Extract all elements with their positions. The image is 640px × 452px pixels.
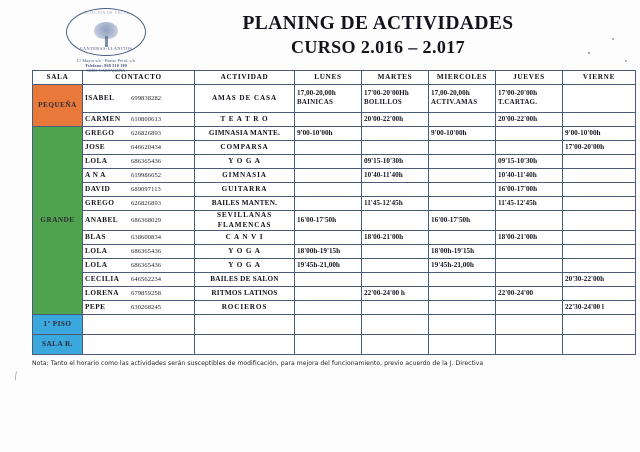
table-row [33, 141, 636, 155]
planning-table [32, 70, 636, 355]
scan-speck [588, 52, 590, 54]
contact-name: BLAS [85, 232, 106, 242]
table-row [33, 335, 636, 355]
schedule-note: T.CARTAG. [498, 98, 538, 106]
schedule-time: 17,00-20,00h [431, 89, 470, 98]
col-header-contacto: CONTACTO [83, 71, 195, 85]
contact-name: PEPE [85, 302, 106, 312]
schedule-cell-martes [362, 315, 429, 335]
room-cell-sala-r-: SALA R. [33, 335, 83, 355]
schedule-cell-miercoles [429, 197, 496, 211]
contact-cell [83, 335, 195, 355]
activity-line: FLAMENCAS [217, 220, 272, 229]
schedule-cell-jueves [496, 155, 563, 169]
schedule-cell-miercoles [429, 335, 496, 355]
activity-cell [195, 315, 295, 335]
schedule-cell-miercoles [429, 169, 496, 183]
schedule-cell-lunes [295, 259, 362, 273]
schedule-time: 20'00-22'00h [498, 114, 538, 123]
schedule-cell-miercoles [429, 301, 496, 315]
schedule-cell-miercoles [429, 155, 496, 169]
schedule-cell-miercoles [429, 287, 496, 301]
col-header-lunes: LUNES [295, 71, 362, 85]
schedule-cell-lunes [295, 315, 362, 335]
schedule-cell-jueves [496, 183, 563, 197]
schedule-cell-miercoles [429, 211, 496, 231]
schedule-time: 11'45-12'45h [364, 198, 403, 207]
contact-name: JOSE [85, 142, 106, 152]
contact-cell [83, 245, 195, 259]
table-row [33, 183, 636, 197]
schedule-time: 18'00-21'00h [498, 232, 538, 241]
schedule-cell-viernes [563, 259, 636, 273]
logo-address-line: C/ Mayor s/n - Barrio Peral, s/n [76, 58, 136, 63]
schedule-time: 20'30-22'00h [565, 274, 605, 283]
activity-cell: GIMNASIA MANTE. [195, 127, 295, 141]
schedule-cell-viernes [563, 183, 636, 197]
schedule-time: 9'00-10'00h [297, 128, 333, 137]
page-title: PLANING DE ACTIVIDADES [242, 13, 514, 34]
contact-phone: 646620434 [131, 144, 162, 152]
schedule-cell-viernes [563, 127, 636, 141]
table-row [33, 197, 636, 211]
schedule-time: 22'00-24'00 [498, 288, 534, 297]
schedule-cell-viernes [563, 211, 636, 231]
room-cell-1-piso: 1º PISO [33, 315, 83, 335]
activity-cell: BAILES MANTEN. [195, 197, 295, 211]
schedule-cell-martes [362, 155, 429, 169]
scan-speck [625, 60, 627, 62]
schedule-cell-martes [362, 301, 429, 315]
document-header [0, 0, 640, 74]
logo-phone-line: Telefono: 968 510 180 [85, 63, 127, 69]
schedule-cell-martes [362, 85, 429, 113]
schedule-cell-lunes [295, 301, 362, 315]
contact-phone: 610800613 [131, 116, 162, 124]
contact-cell [83, 169, 195, 183]
contact-phone: 686365436 [131, 158, 162, 166]
schedule-time: 16'00-17'00h [498, 184, 538, 193]
schedule-cell-martes [362, 141, 429, 155]
schedule-cell-martes [362, 113, 429, 127]
contact-name: ISABEL [85, 93, 115, 103]
schedule-cell-miercoles [429, 231, 496, 245]
schedule-cell-miercoles [429, 127, 496, 141]
schedule-cell-viernes [563, 287, 636, 301]
schedule-cell-lunes [295, 113, 362, 127]
room-cell-peque-a: PEQUEÑA [33, 85, 83, 127]
schedule-time: 20'00-22'00h [364, 114, 404, 123]
contact-phone: 699838282 [131, 95, 162, 103]
col-header-sala: SALA [33, 71, 83, 85]
table-row [33, 85, 636, 113]
contact-cell [83, 155, 195, 169]
contact-name: A N A [85, 170, 106, 180]
schedule-time: 09'15-10'30h [364, 156, 404, 165]
contact-name: CARMEN [85, 114, 121, 124]
contact-cell [83, 141, 195, 155]
contact-name: GREGO [85, 128, 115, 138]
table-row [33, 231, 636, 245]
activity-line: SEVILLANAS [217, 211, 272, 220]
table-row [33, 113, 636, 127]
schedule-time: 18'00h-19'15h [297, 246, 341, 255]
schedule-cell-martes [362, 287, 429, 301]
table-row [33, 315, 636, 335]
contact-phone: 689097113 [131, 186, 161, 194]
col-header-actividad: ACTIVIDAD [195, 71, 295, 85]
contact-name: DAVID [85, 184, 111, 194]
contact-phone: 679859258 [131, 290, 162, 298]
schedule-time: 17,00-20,00h [297, 89, 336, 98]
table-row [33, 245, 636, 259]
schedule-cell-martes [362, 273, 429, 287]
schedule-cell-viernes [563, 113, 636, 127]
schedule-time: 22'30-24'00 l [565, 302, 604, 311]
activity-cell: GUITARRA [195, 183, 295, 197]
schedule-time: 10'40-11'40h [364, 170, 403, 179]
schedule-cell-viernes [563, 335, 636, 355]
logo-emblem-icon [66, 8, 146, 56]
schedule-time: 11'45-12'45h [498, 198, 537, 207]
schedule-cell-lunes [295, 273, 362, 287]
schedule-cell-viernes [563, 315, 636, 335]
schedule-cell-lunes [295, 169, 362, 183]
title-block [150, 8, 640, 59]
schedule-cell-jueves [496, 169, 563, 183]
schedule-time: 10'40-11'40h [498, 170, 537, 179]
col-header-martes: MARTES [362, 71, 429, 85]
page-subtitle: CURSO 2.016 – 2.017 [290, 36, 466, 57]
contact-phone: 638600834 [131, 234, 162, 242]
contact-cell [83, 183, 195, 197]
contact-cell [83, 273, 195, 287]
schedule-cell-jueves [496, 197, 563, 211]
schedule-cell-jueves [496, 231, 563, 245]
schedule-cell-viernes [563, 273, 636, 287]
schedule-time: 9'00-10'00h [565, 128, 601, 137]
schedule-time: 19'45h-21,00h [297, 260, 340, 269]
contact-cell [83, 211, 195, 231]
schedule-cell-jueves [496, 245, 563, 259]
contact-cell [83, 259, 195, 273]
schedule-cell-lunes [295, 127, 362, 141]
col-header-vierne: VIERNE [563, 71, 636, 85]
schedule-cell-martes [362, 183, 429, 197]
schedule-cell-jueves [496, 315, 563, 335]
schedule-time: 17'00-20'00h [498, 89, 538, 98]
contact-cell [83, 301, 195, 315]
contact-phone: 626826893 [131, 200, 162, 208]
schedule-cell-martes [362, 231, 429, 245]
schedule-cell-lunes [295, 335, 362, 355]
room-cell-grande: GRANDE [33, 127, 83, 315]
activity-cell: T E A T R O [195, 113, 295, 127]
schedule-cell-lunes [295, 211, 362, 231]
contact-cell [83, 315, 195, 335]
schedule-cell-lunes [295, 155, 362, 169]
schedule-cell-jueves [496, 141, 563, 155]
footnote: Nota: Tanto el horario como las actividades serán susceptibles de modificación, para mejora del funcionamiento, previo acuerdo de la J. Directiva [32, 360, 484, 367]
schedule-cell-viernes [563, 231, 636, 245]
table-row [33, 301, 636, 315]
schedule-cell-martes [362, 335, 429, 355]
schedule-cell-lunes [295, 245, 362, 259]
table-body [33, 85, 636, 355]
contact-cell [83, 231, 195, 245]
activity-cell: Y O G A [195, 259, 295, 273]
schedule-cell-lunes [295, 85, 362, 113]
schedule-time: 22'00-24'00 h [364, 288, 405, 297]
col-header-jueves: JUEVES [496, 71, 563, 85]
schedule-note: BOLILLOS [364, 98, 403, 106]
schedule-note: ACTIV.AMAS [431, 98, 478, 106]
activity-cell: BAILES DE SALON [195, 273, 295, 287]
activity-cell: RITMOS LATINOS [195, 287, 295, 301]
schedule-cell-martes [362, 127, 429, 141]
contact-phone: 646562234 [131, 276, 162, 284]
activity-cell: Y O G A [195, 245, 295, 259]
schedule-cell-lunes [295, 197, 362, 211]
activity-cell: AMAS DE CASA [195, 85, 295, 113]
activity-cell: GIMNASIA [195, 169, 295, 183]
schedule-note: BAINICAS [297, 98, 334, 106]
schedule-cell-jueves [496, 335, 563, 355]
contact-phone: 630268245 [131, 304, 162, 312]
contact-cell [83, 197, 195, 211]
activity-cell: C A N V I [195, 231, 295, 245]
scan-pen-mark: / [12, 367, 20, 384]
logo-city-line: 30300 CARTAGENA [86, 68, 126, 74]
col-header-miercoles: MIERCOLES [429, 71, 496, 85]
association-logo [0, 8, 150, 73]
schedule-cell-miercoles [429, 245, 496, 259]
logo-arc-text: ASOCIACION DE VECINOS [77, 11, 135, 15]
schedule-time: 09'15-10'30h [498, 156, 538, 165]
schedule-time: 16'00-17'50h [431, 215, 471, 224]
contact-phone: 619986652 [131, 172, 162, 180]
schedule-cell-jueves [496, 85, 563, 113]
table-row [33, 211, 636, 231]
schedule-cell-martes [362, 197, 429, 211]
schedule-cell-jueves [496, 211, 563, 231]
schedule-cell-martes [362, 169, 429, 183]
contact-cell [83, 85, 195, 113]
schedule-time: 17'00-20'00h [565, 142, 605, 151]
contact-phone: 626826893 [131, 130, 162, 138]
schedule-time: 18'00h-19'15h [431, 246, 475, 255]
schedule-cell-lunes [295, 287, 362, 301]
schedule-cell-martes [362, 211, 429, 231]
logo-org-name: CANTERAS-LLANITOS [79, 46, 133, 51]
contact-name: ANABEL [85, 215, 119, 225]
contact-phone: 686365436 [131, 248, 162, 256]
contact-name: LORENA [85, 288, 119, 298]
contact-cell [83, 287, 195, 301]
table-row [33, 169, 636, 183]
schedule-cell-viernes [563, 85, 636, 113]
contact-name: LOLA [85, 246, 108, 256]
schedule-cell-viernes [563, 245, 636, 259]
schedule-cell-miercoles [429, 85, 496, 113]
contact-phone: 686365436 [131, 262, 162, 270]
table-row [33, 287, 636, 301]
schedule-cell-lunes [295, 231, 362, 245]
contact-name: GREGO [85, 198, 115, 208]
schedule-cell-jueves [496, 259, 563, 273]
schedule-time: 9'00-10'00h [431, 128, 467, 137]
contact-cell [83, 127, 195, 141]
schedule-cell-miercoles [429, 113, 496, 127]
schedule-cell-viernes [563, 197, 636, 211]
schedule-time: 17'00-20'00Hh [364, 89, 409, 98]
schedule-cell-miercoles [429, 315, 496, 335]
activity-cell: COMPARSA [195, 141, 295, 155]
schedule-cell-jueves [496, 113, 563, 127]
contact-phone: 686368029 [131, 217, 162, 225]
activity-cell [195, 335, 295, 355]
schedule-cell-jueves [496, 301, 563, 315]
schedule-cell-martes [362, 259, 429, 273]
schedule-cell-miercoles [429, 273, 496, 287]
schedule-cell-jueves [496, 273, 563, 287]
schedule-cell-jueves [496, 127, 563, 141]
contact-name: LOLA [85, 156, 108, 166]
table-row [33, 273, 636, 287]
schedule-cell-lunes [295, 141, 362, 155]
schedule-cell-martes [362, 245, 429, 259]
activity-cell: Y O G A [195, 155, 295, 169]
table-row [33, 127, 636, 141]
schedule-time: 16'00-17'50h [297, 215, 337, 224]
tree-icon [91, 21, 121, 49]
schedule-cell-miercoles [429, 141, 496, 155]
schedule-cell-miercoles [429, 183, 496, 197]
scan-speck [612, 38, 614, 40]
contact-name: LOLA [85, 260, 108, 270]
schedule-cell-jueves [496, 287, 563, 301]
schedule-cell-viernes [563, 155, 636, 169]
schedule-cell-lunes [295, 183, 362, 197]
contact-cell [83, 113, 195, 127]
schedule-time: 19'45h-21,00h [431, 260, 474, 269]
schedule-cell-viernes [563, 141, 636, 155]
activity-cell: ROCIEROS [195, 301, 295, 315]
schedule-time: 18'00-21'00h [364, 232, 404, 241]
table-row [33, 259, 636, 273]
contact-name: CECILIA [85, 274, 120, 284]
schedule-cell-viernes [563, 169, 636, 183]
activity-cell [195, 211, 295, 231]
schedule-cell-viernes [563, 301, 636, 315]
schedule-cell-miercoles [429, 259, 496, 273]
planning-table-wrap [32, 70, 632, 355]
logo-address-block [77, 58, 135, 73]
table-row [33, 155, 636, 169]
